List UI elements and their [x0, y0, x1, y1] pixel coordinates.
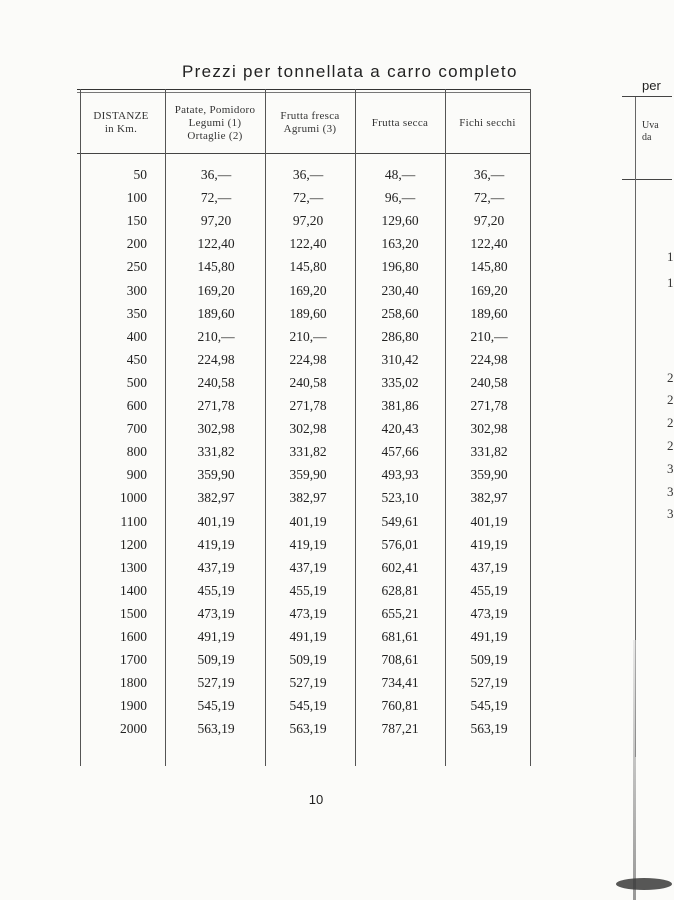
price-cell: 491,19: [470, 629, 508, 644]
price-cell: 760,81: [381, 698, 419, 714]
next-page-top-rule: [622, 96, 672, 97]
price-cell: 576,01: [381, 536, 419, 552]
distance-cell: 1400: [120, 582, 147, 598]
next-page-digit: 1: [667, 275, 674, 290]
price-cell: 473,19: [470, 605, 508, 621]
price-cell: 224,98: [470, 351, 508, 367]
price-cell: 169,20: [197, 282, 235, 298]
price-cell: 509,19: [289, 652, 327, 668]
page-title: Prezzi per tonnellata a carro completo: [182, 62, 518, 81]
column-line: [165, 89, 166, 766]
column-line: [530, 89, 531, 766]
distance-cell: 600: [126, 398, 147, 413]
price-cell: 527,19: [289, 675, 327, 691]
price-cell: 36,—: [200, 167, 232, 182]
next-page-title-fragment: per: [642, 78, 661, 93]
price-cell: 258,60: [381, 305, 419, 321]
price-cell: 169,20: [289, 282, 327, 298]
price-cell: 359,90: [470, 467, 508, 483]
distance-cell: 1300: [120, 559, 147, 575]
price-cell: 189,60: [197, 305, 235, 321]
price-cell: 493,93: [381, 467, 419, 483]
distance-cell: 150: [126, 213, 147, 229]
price-cell: 437,19: [197, 559, 235, 575]
price-cell: 381,86: [381, 398, 419, 413]
column-line: [265, 89, 266, 766]
distance-cell: 1100: [120, 513, 147, 529]
distance-cell: 1800: [120, 675, 147, 691]
price-cell: 122,40: [289, 236, 327, 252]
next-page-fragment: [612, 0, 672, 900]
price-cell: 224,98: [197, 351, 235, 367]
price-cell: 708,61: [381, 652, 419, 668]
price-cell: 491,19: [289, 629, 327, 644]
price-cell: 97,20: [200, 213, 232, 229]
price-cell: 72,—: [292, 190, 324, 206]
price-cell: 210,—: [197, 328, 235, 344]
price-cell: 437,19: [470, 559, 508, 575]
next-page-digit: 3: [667, 506, 674, 521]
distance-cell: 1900: [120, 698, 147, 714]
page-number: 10: [308, 792, 324, 807]
price-cell: 545,19: [197, 698, 235, 714]
price-cell: 72,—: [473, 190, 505, 206]
price-cell: 145,80: [470, 259, 508, 275]
price-cell: 129,60: [381, 213, 419, 229]
price-cell: 72,—: [200, 190, 232, 206]
price-cell: 563,19: [470, 721, 508, 737]
next-page-digit: 3: [667, 461, 674, 476]
price-cell: 210,—: [470, 328, 508, 344]
price-cell: 189,60: [289, 305, 327, 321]
column-line: [445, 89, 446, 766]
price-cell: 419,19: [197, 536, 235, 552]
distance-cell: 800: [126, 444, 147, 460]
distance-cell: 2000: [120, 721, 147, 737]
price-cell: 240,58: [289, 374, 327, 390]
distance-cell: 700: [126, 421, 147, 437]
distance-cell: 1700: [120, 652, 147, 668]
price-cell: 473,19: [197, 605, 235, 621]
price-cell: 527,19: [470, 675, 508, 691]
price-cell: 455,19: [470, 582, 508, 598]
table-top-rule: [77, 89, 530, 90]
distance-cell: 300: [126, 282, 147, 298]
price-cell: 240,58: [470, 374, 508, 390]
price-cell: 96,—: [384, 190, 416, 206]
price-cell: 302,98: [197, 421, 235, 437]
price-cell: 455,19: [197, 582, 235, 598]
distance-cell: 250: [126, 259, 147, 275]
price-cell: 163,20: [381, 236, 419, 252]
next-page-digit: 1: [667, 249, 674, 264]
next-page-header-rule: [622, 179, 672, 180]
distance-cell: 450: [126, 351, 147, 367]
price-cell: 36,—: [292, 167, 324, 182]
distance-cell: 350: [126, 305, 147, 321]
price-cell: 48,—: [384, 167, 416, 182]
page-binding-edge: [633, 640, 636, 900]
price-cell: 331,82: [289, 444, 327, 460]
price-cell: 145,80: [289, 259, 327, 275]
price-cell: 655,21: [381, 605, 419, 621]
price-cell: 473,19: [289, 605, 327, 621]
price-cell: 401,19: [289, 513, 327, 529]
price-cell: 491,19: [197, 629, 235, 644]
price-cell: 545,19: [470, 698, 508, 714]
price-cell: 359,90: [289, 467, 327, 483]
price-cell: 145,80: [197, 259, 235, 275]
price-cell: 419,19: [289, 536, 327, 552]
distance-cell: 200: [126, 236, 147, 252]
distance-cell: 1500: [120, 605, 147, 621]
price-cell: 523,10: [381, 490, 419, 506]
price-cell: 602,41: [381, 559, 419, 575]
price-cell: 302,98: [470, 421, 508, 437]
price-cell: 210,—: [289, 328, 327, 344]
price-cell: 196,80: [381, 259, 419, 275]
distance-cell: 1000: [120, 490, 147, 506]
next-page-digit: 2: [667, 370, 674, 385]
next-page-digit: 2: [667, 392, 674, 407]
column-line: [355, 89, 356, 766]
distance-cell: 50: [133, 167, 147, 182]
price-cell: 331,82: [197, 444, 235, 460]
price-cell: 401,19: [197, 513, 235, 529]
distance-cell: 1600: [120, 629, 147, 644]
column-header: Frutta secca: [371, 116, 429, 129]
price-cell: 382,97: [197, 490, 235, 506]
price-cell: 271,78: [289, 398, 327, 413]
distance-cell: 400: [126, 328, 147, 344]
price-cell: 401,19: [470, 513, 508, 529]
price-cell: 310,42: [381, 351, 419, 367]
price-cell: 122,40: [197, 236, 235, 252]
price-cell: 189,60: [470, 305, 508, 321]
distance-cell: 100: [126, 190, 147, 206]
price-cell: 169,20: [470, 282, 508, 298]
price-cell: 420,43: [381, 421, 419, 437]
price-cell: 455,19: [289, 582, 327, 598]
price-cell: 628,81: [381, 582, 419, 598]
next-page-digit: 2: [667, 415, 674, 430]
price-cell: 527,19: [197, 675, 235, 691]
price-cell: 382,97: [470, 490, 508, 506]
price-cell: 224,98: [289, 351, 327, 367]
price-cell: 97,20: [292, 213, 324, 229]
price-cell: 734,41: [381, 675, 419, 691]
distance-cell: 500: [126, 374, 147, 390]
scan-smudge: [616, 878, 672, 890]
price-cell: 286,80: [381, 328, 419, 344]
price-table: [77, 89, 530, 766]
next-page-digit: 2: [667, 438, 674, 453]
price-cell: 681,61: [381, 629, 419, 644]
price-cell: 563,19: [197, 721, 235, 737]
distance-cell: 1200: [120, 536, 147, 552]
price-cell: 509,19: [470, 652, 508, 668]
price-cell: 457,66: [381, 444, 419, 460]
price-cell: 335,02: [381, 374, 419, 390]
column-header: DISTANZE in Km.: [93, 110, 149, 135]
price-cell: 787,21: [381, 721, 419, 737]
price-cell: 122,40: [470, 236, 508, 252]
price-cell: 240,58: [197, 374, 235, 390]
price-cell: 549,61: [381, 513, 419, 529]
price-cell: 230,40: [381, 282, 419, 298]
price-cell: 271,78: [470, 398, 508, 413]
price-cell: 271,78: [197, 398, 235, 413]
next-page-header-fragment: Uva da: [642, 120, 659, 143]
table-header-rule: [77, 153, 530, 154]
price-cell: 97,20: [473, 213, 505, 229]
price-cell: 359,90: [197, 467, 235, 483]
price-cell: 419,19: [470, 536, 508, 552]
next-page-digit: 3: [667, 484, 674, 499]
price-cell: 563,19: [289, 721, 327, 737]
price-cell: 509,19: [197, 652, 235, 668]
column-header: Fichi secchi: [459, 116, 516, 129]
price-cell: 437,19: [289, 559, 327, 575]
price-cell: 302,98: [289, 421, 327, 437]
price-cell: 36,—: [473, 167, 505, 182]
distance-cell: 900: [126, 467, 147, 483]
price-cell: 331,82: [470, 444, 508, 460]
price-cell: 545,19: [289, 698, 327, 714]
price-cell: 382,97: [289, 490, 327, 506]
column-header: Patate, Pomidoro Legumi (1) Ortaglie (2): [174, 103, 256, 142]
column-header: Frutta fresca Agrumi (3): [280, 110, 340, 135]
